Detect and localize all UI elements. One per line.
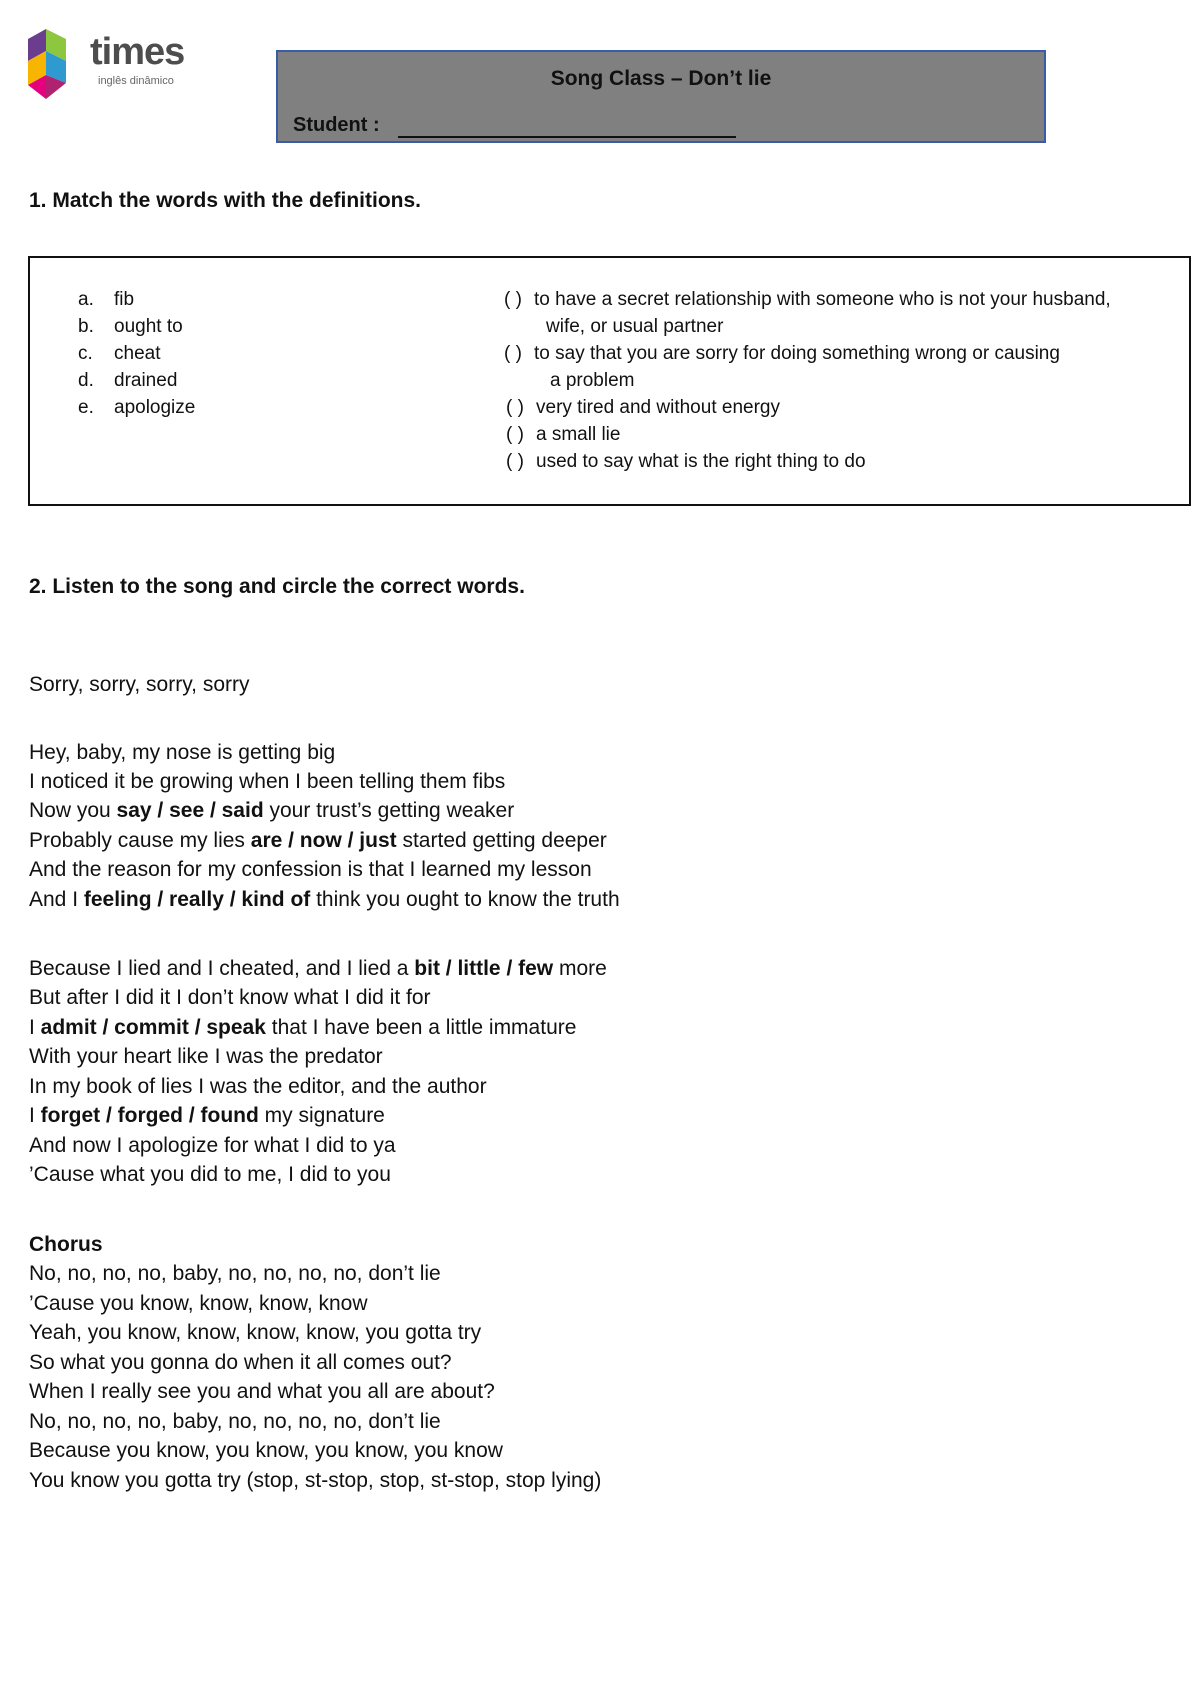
matching-box	[28, 256, 1191, 506]
exercise-2-heading: 2. Listen to the song and circle the correct words.	[29, 575, 525, 598]
word-options[interactable]: admit / commit / speak	[40, 1016, 266, 1039]
word-options[interactable]: are / now / just	[250, 829, 397, 852]
logo-wordmark: times	[90, 31, 185, 73]
lyric-line: Probably cause my lies are / now / just started getting deeper	[29, 829, 607, 852]
student-label: Student :	[293, 114, 380, 136]
word-text: apologize	[114, 397, 196, 418]
word-text: fib	[114, 289, 135, 310]
lyric-line: When I really see you and what you all are about?	[29, 1380, 495, 1403]
lyric-line: And now I apologize for what I did to ya	[29, 1134, 396, 1157]
lyric-line: I forget / forged / found my signature	[29, 1104, 385, 1127]
chorus-label: Chorus	[29, 1233, 103, 1256]
lyric-line: But after I did it I don’t know what I did it for	[29, 986, 431, 1009]
worksheet-title: Song Class – Don’t lie	[550, 67, 772, 90]
lyric-line: ’Cause what you did to me, I did to you	[29, 1163, 391, 1186]
word-text: cheat	[114, 343, 161, 364]
word-options[interactable]: forget / forged / found	[40, 1104, 259, 1127]
lyric-line: Hey, baby, my nose is getting big	[29, 741, 336, 764]
lyric-line: Because you know, you know, you know, you know	[29, 1439, 503, 1462]
word-options[interactable]: say / see / said	[116, 799, 264, 822]
exercise-1-heading: 1. Match the words with the definitions.	[29, 189, 422, 212]
lyric-line: ’Cause you know, know, know, know	[29, 1292, 368, 1315]
lyric-line: I admit / commit / speak that I have been a little immature	[29, 1016, 577, 1039]
answer-blank[interactable]: ( )	[504, 289, 522, 310]
definition-text: to say that you are sorry for doing something wrong or causing	[534, 343, 1060, 364]
lyric-line: Because I lied and I cheated, and I lied a bit / little / few more	[29, 957, 607, 980]
word-options[interactable]: feeling / really / kind of	[83, 888, 311, 911]
lyric-line: So what you gonna do when it all comes out?	[29, 1351, 452, 1374]
word-letter: a.	[78, 289, 94, 310]
lyric-line: You know you gotta try (stop, st-stop, stop, st-stop, stop lying)	[29, 1469, 602, 1492]
answer-blank[interactable]: ( )	[506, 397, 524, 418]
word-text: drained	[114, 370, 178, 391]
lyric-line: And I feeling / really / kind of think you ought to know the truth	[29, 888, 620, 911]
answer-blank[interactable]: ( )	[506, 424, 524, 445]
times-logo-icon	[26, 27, 88, 101]
student-name-line[interactable]	[398, 136, 736, 138]
word-letter: e.	[78, 397, 94, 418]
lyric-line: I noticed it be growing when I been telling them fibs	[29, 770, 506, 793]
lyric-line: Yeah, you know, know, know, know, you gotta try	[29, 1321, 482, 1344]
answer-blank[interactable]: ( )	[504, 343, 522, 364]
word-letter: d.	[78, 370, 94, 391]
word-letter: c.	[78, 343, 93, 364]
word-text: ought to	[114, 316, 183, 337]
word-letter: b.	[78, 316, 94, 337]
lyric-line: In my book of lies I was the editor, and the author	[29, 1075, 487, 1098]
definition-text-cont: a problem	[550, 370, 635, 391]
lyric-line: Now you say / see / said your trust’s getting weaker	[29, 799, 515, 822]
lyric-line: With your heart like I was the predator	[29, 1045, 383, 1068]
lyric-line: Sorry, sorry, sorry, sorry	[29, 673, 250, 696]
lyric-line: No, no, no, no, baby, no, no, no, no, don’t lie	[29, 1410, 441, 1433]
definition-text: a small lie	[536, 424, 621, 445]
logo-tagline: inglês dinâmico	[98, 75, 174, 87]
definition-text: to have a secret relationship with someone who is not your husband,	[534, 289, 1111, 310]
lyric-line: No, no, no, no, baby, no, no, no, no, don’t lie	[29, 1262, 441, 1285]
definition-text: used to say what is the right thing to do	[536, 451, 866, 472]
word-options[interactable]: bit / little / few	[414, 957, 554, 980]
definition-text: very tired and without energy	[536, 397, 780, 418]
definition-text-cont: wife, or usual partner	[546, 316, 724, 337]
title-box	[276, 50, 1046, 143]
answer-blank[interactable]: ( )	[506, 451, 524, 472]
lyric-line: And the reason for my confession is that I learned my lesson	[29, 858, 592, 881]
